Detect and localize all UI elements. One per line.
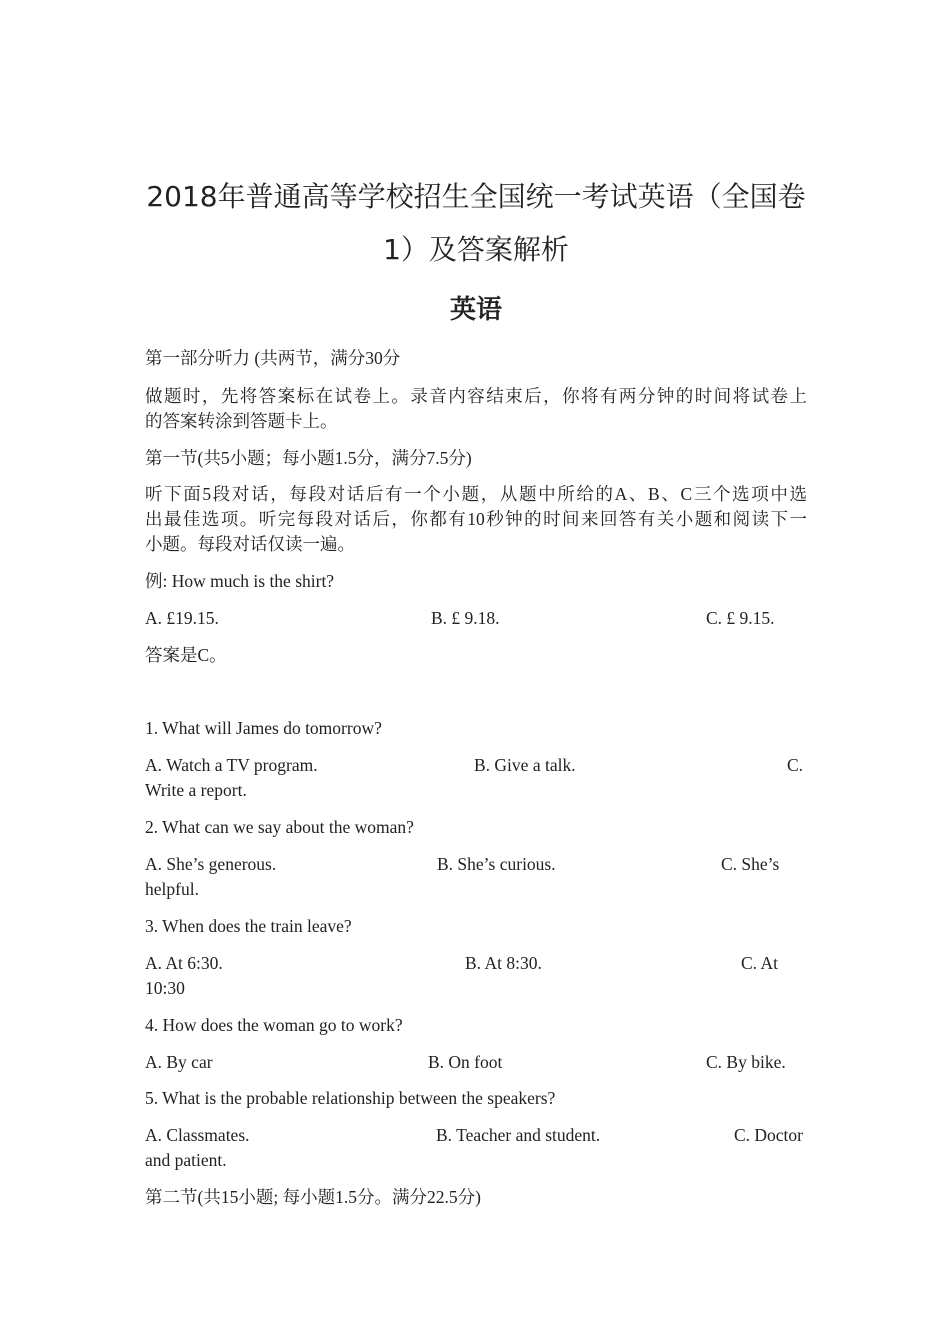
question-2-option-a: A. She’s generous. (145, 854, 277, 874)
question-2-option-b: B. She’s curious. (437, 854, 556, 874)
question-5-option-c-continued: and patient. (145, 1150, 227, 1170)
example-option-c: C. £ 9.15. (706, 608, 775, 628)
question-2-option-c: C. She’s (721, 854, 780, 874)
question-5-option-b: B. Teacher and student. (436, 1125, 601, 1145)
question-3-option-c: C. At (741, 953, 778, 973)
part1-heading: 第一部分听力 (共两节，满分30分 (145, 348, 401, 368)
question-4-options (145, 1050, 807, 1075)
question-2-options (145, 852, 807, 877)
question-1: 1. What will James do tomorrow? (145, 718, 382, 738)
section1-intro-line-3: 小题。每段对话仅读一遍。 (145, 534, 355, 554)
question-5-option-c: C. Doctor (733, 1125, 803, 1145)
question-3-option-b: B. At 8:30. (465, 953, 542, 973)
example-question: 例: How much is the shirt? (145, 571, 335, 591)
example-options (145, 606, 807, 631)
section1-heading: 第一节(共5小题；每小题1.5分，满分7.5分) (145, 448, 472, 468)
question-3-option-c-continued: 10:30 (145, 978, 185, 998)
question-1-option-a: A. Watch a TV program. (145, 755, 318, 775)
example-answer: 答案是C。 (145, 645, 227, 665)
subject-heading: 英语 (449, 295, 502, 325)
question-5: 5. What is the probable relationship between the speakers? (145, 1088, 556, 1108)
question-4-option-c: C. By bike. (706, 1052, 786, 1072)
question-1-options (145, 753, 807, 778)
question-5-options (145, 1123, 807, 1148)
question-3-options (145, 951, 807, 976)
example-option-b: B. £ 9.18. (431, 608, 500, 628)
document-title: 2018年普通高等学校招生全国统一考试英语（全国卷1）及答案解析 (146, 180, 806, 266)
question-1-option-b: B. Give a talk. (474, 755, 576, 775)
question-2-option-c-continued: helpful. (145, 879, 199, 899)
section2-heading: 第二节(共15小题; 每小题1.5分。满分22.5分) (145, 1187, 481, 1207)
instructions-line-1: 做题时，先将答案标在试卷上。录音内容结束后，你将有两分钟的时间将试卷上 (145, 386, 807, 406)
question-2: 2. What can we say about the woman? (145, 817, 414, 837)
example-option-a: A. £19.15. (145, 608, 219, 628)
question-4: 4. How does the woman go to work? (145, 1015, 403, 1035)
question-1-option-c-continued: Write a report. (145, 780, 247, 800)
question-3-option-a: A. At 6:30. (145, 953, 223, 973)
question-3: 3. When does the train leave? (145, 916, 352, 936)
section1-intro-line-1: 听下面5段对话，每段对话后有一个小题，从题中所给的A、B、C三个选项中选 (145, 484, 807, 504)
instructions-line-2: 的答案转涂到答题卡上。 (145, 411, 338, 431)
question-4-option-b: B. On foot (428, 1052, 503, 1072)
question-4-option-a: A. By car (145, 1052, 213, 1072)
question-1-option-c: C. (786, 755, 803, 775)
question-5-option-a: A. Classmates. (145, 1125, 250, 1145)
section1-intro-line-2: 出最佳选项。听完每段对话后，你都有10秒钟的时间来回答有关小题和阅读下一 (145, 509, 807, 529)
